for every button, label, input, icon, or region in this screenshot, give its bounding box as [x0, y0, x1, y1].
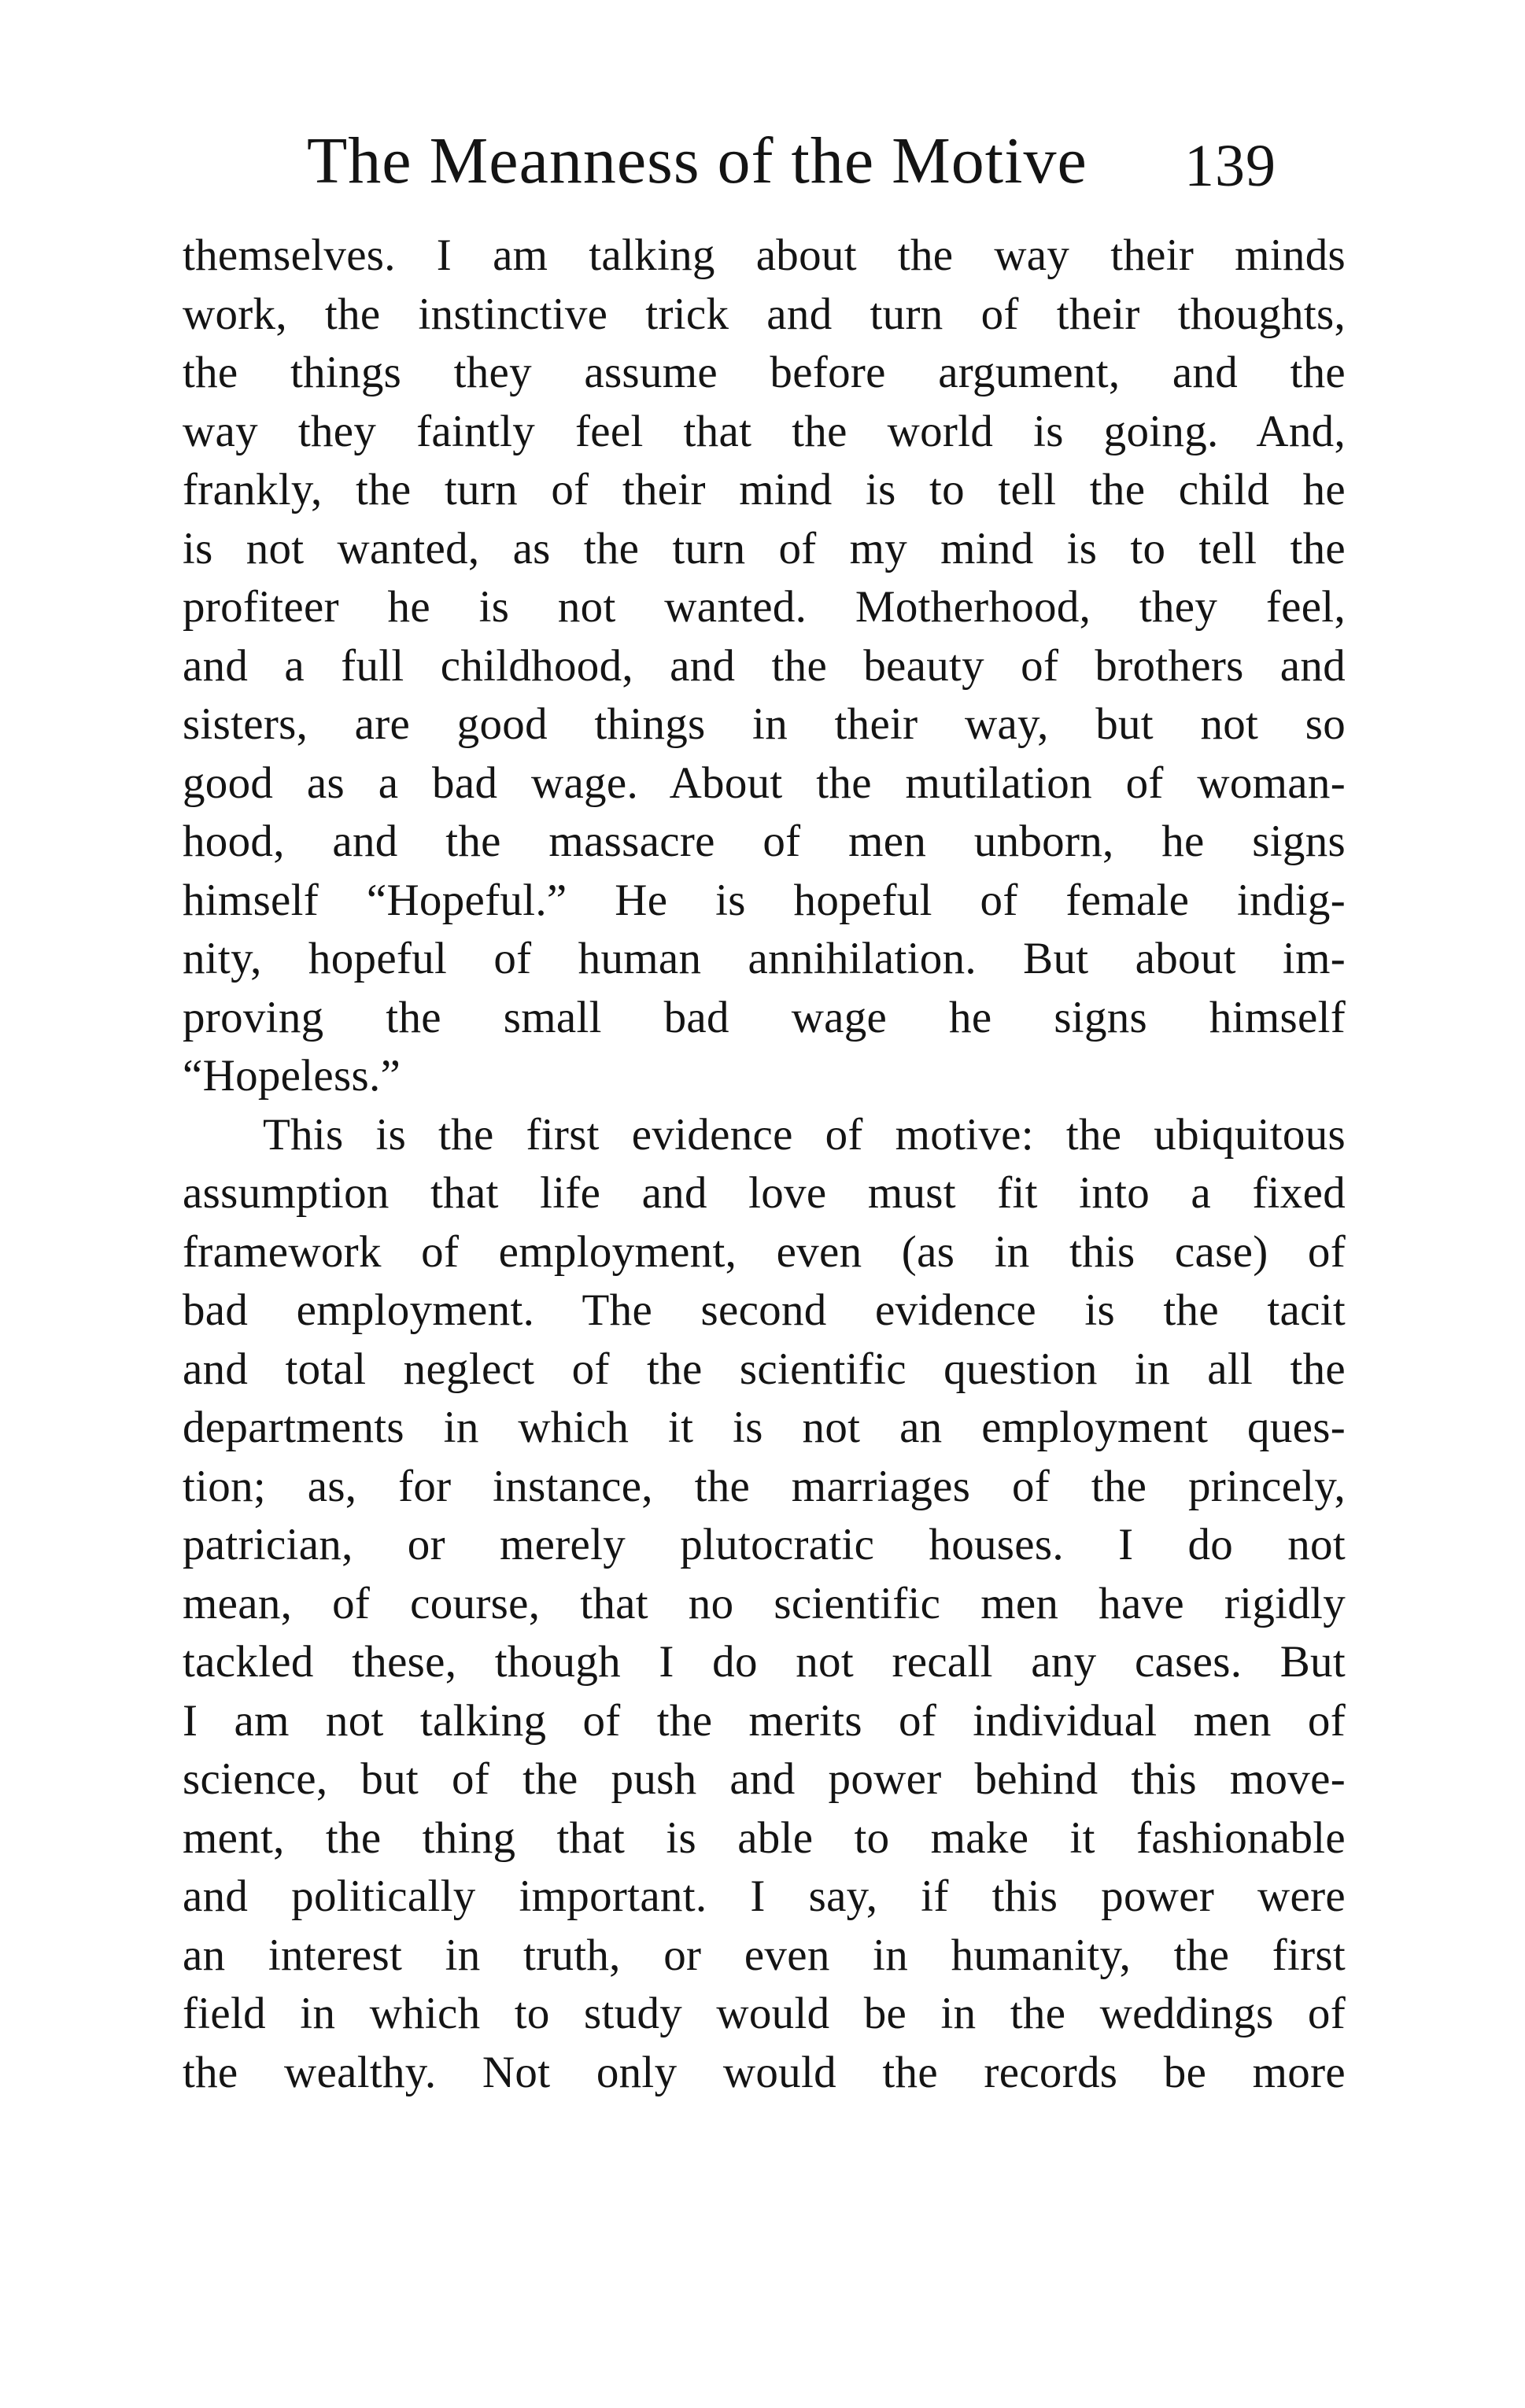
text-line: frankly, the turn of their mind is to tell the child he — [183, 465, 1346, 514]
text-line: and total neglect of the scientific question in all the — [183, 1344, 1346, 1394]
text-line: mean, of course, that no scientific men have rigidly — [183, 1578, 1346, 1628]
text-line: This is the first evidence of motive: the ubiquitous — [263, 1109, 1346, 1160]
text-line: assumption that life and love must fit into a fixed — [183, 1168, 1346, 1218]
text-line: profiteer he is not wanted. Motherhood, they feel, — [183, 582, 1346, 632]
text-line: way they faintly feel that the world is going. And, — [183, 406, 1346, 456]
page-number: 139 — [1184, 133, 1276, 199]
text-line: tion; as, for instance, the marriages of the princely, — [183, 1461, 1346, 1511]
text-line: proving the small bad wage he signs himself — [183, 992, 1346, 1042]
text-line: ment, the thing that is able to make it fashionable — [183, 1812, 1346, 1863]
text-line: good as a bad wage. About the mutilation of woman- — [183, 758, 1346, 808]
body-text — [183, 227, 1346, 2102]
paragraph-1 — [183, 227, 1346, 1106]
text-line: patrician, or merely plutocratic houses. I do not — [183, 1520, 1346, 1569]
text-line: I am not talking of the merits of individual men of — [183, 1695, 1346, 1746]
text-line: and politically important. I say, if this power were — [183, 1871, 1346, 1921]
text-line: and a full childhood, and the beauty of brothers and — [183, 640, 1346, 691]
text-line: sisters, are good things in their way, but not so — [183, 699, 1346, 749]
running-title: The Meanness of the Motive — [307, 124, 1087, 197]
running-header — [307, 118, 1330, 205]
text-line: themselves. I am talking about the way their minds — [183, 230, 1346, 280]
text-line: is not wanted, as the turn of my mind is to tell the — [183, 523, 1346, 573]
text-line: the wealthy. Not only would the records be more — [183, 2047, 1346, 2097]
text-line: himself “Hopeful.” He is hopeful of female indig- — [183, 875, 1346, 925]
text-line: science, but of the push and power behind this move- — [183, 1754, 1346, 1804]
paragraph-2 — [183, 1106, 1346, 2103]
text-line: the things they assume before argument, and the — [183, 348, 1346, 397]
text-line: departments in which it is not an employment ques- — [183, 1403, 1346, 1452]
text-line: nity, hopeful of human annihilation. But about im- — [183, 934, 1346, 983]
text-line: “Hopeless.” — [183, 1051, 401, 1101]
text-line: tackled these, though I do not recall any cases. But — [183, 1637, 1346, 1687]
text-line: an interest in truth, or even in humanity, the first — [183, 1930, 1346, 1980]
text-line: work, the instinctive trick and turn of their thoughts, — [183, 289, 1346, 339]
text-line: bad employment. The second evidence is the tacit — [183, 1285, 1346, 1335]
text-line: field in which to study would be in the weddings of — [183, 1989, 1346, 2038]
text-line: hood, and the massacre of men unborn, he signs — [183, 817, 1346, 866]
text-line: framework of employment, even (as in this case) of — [183, 1226, 1346, 1277]
